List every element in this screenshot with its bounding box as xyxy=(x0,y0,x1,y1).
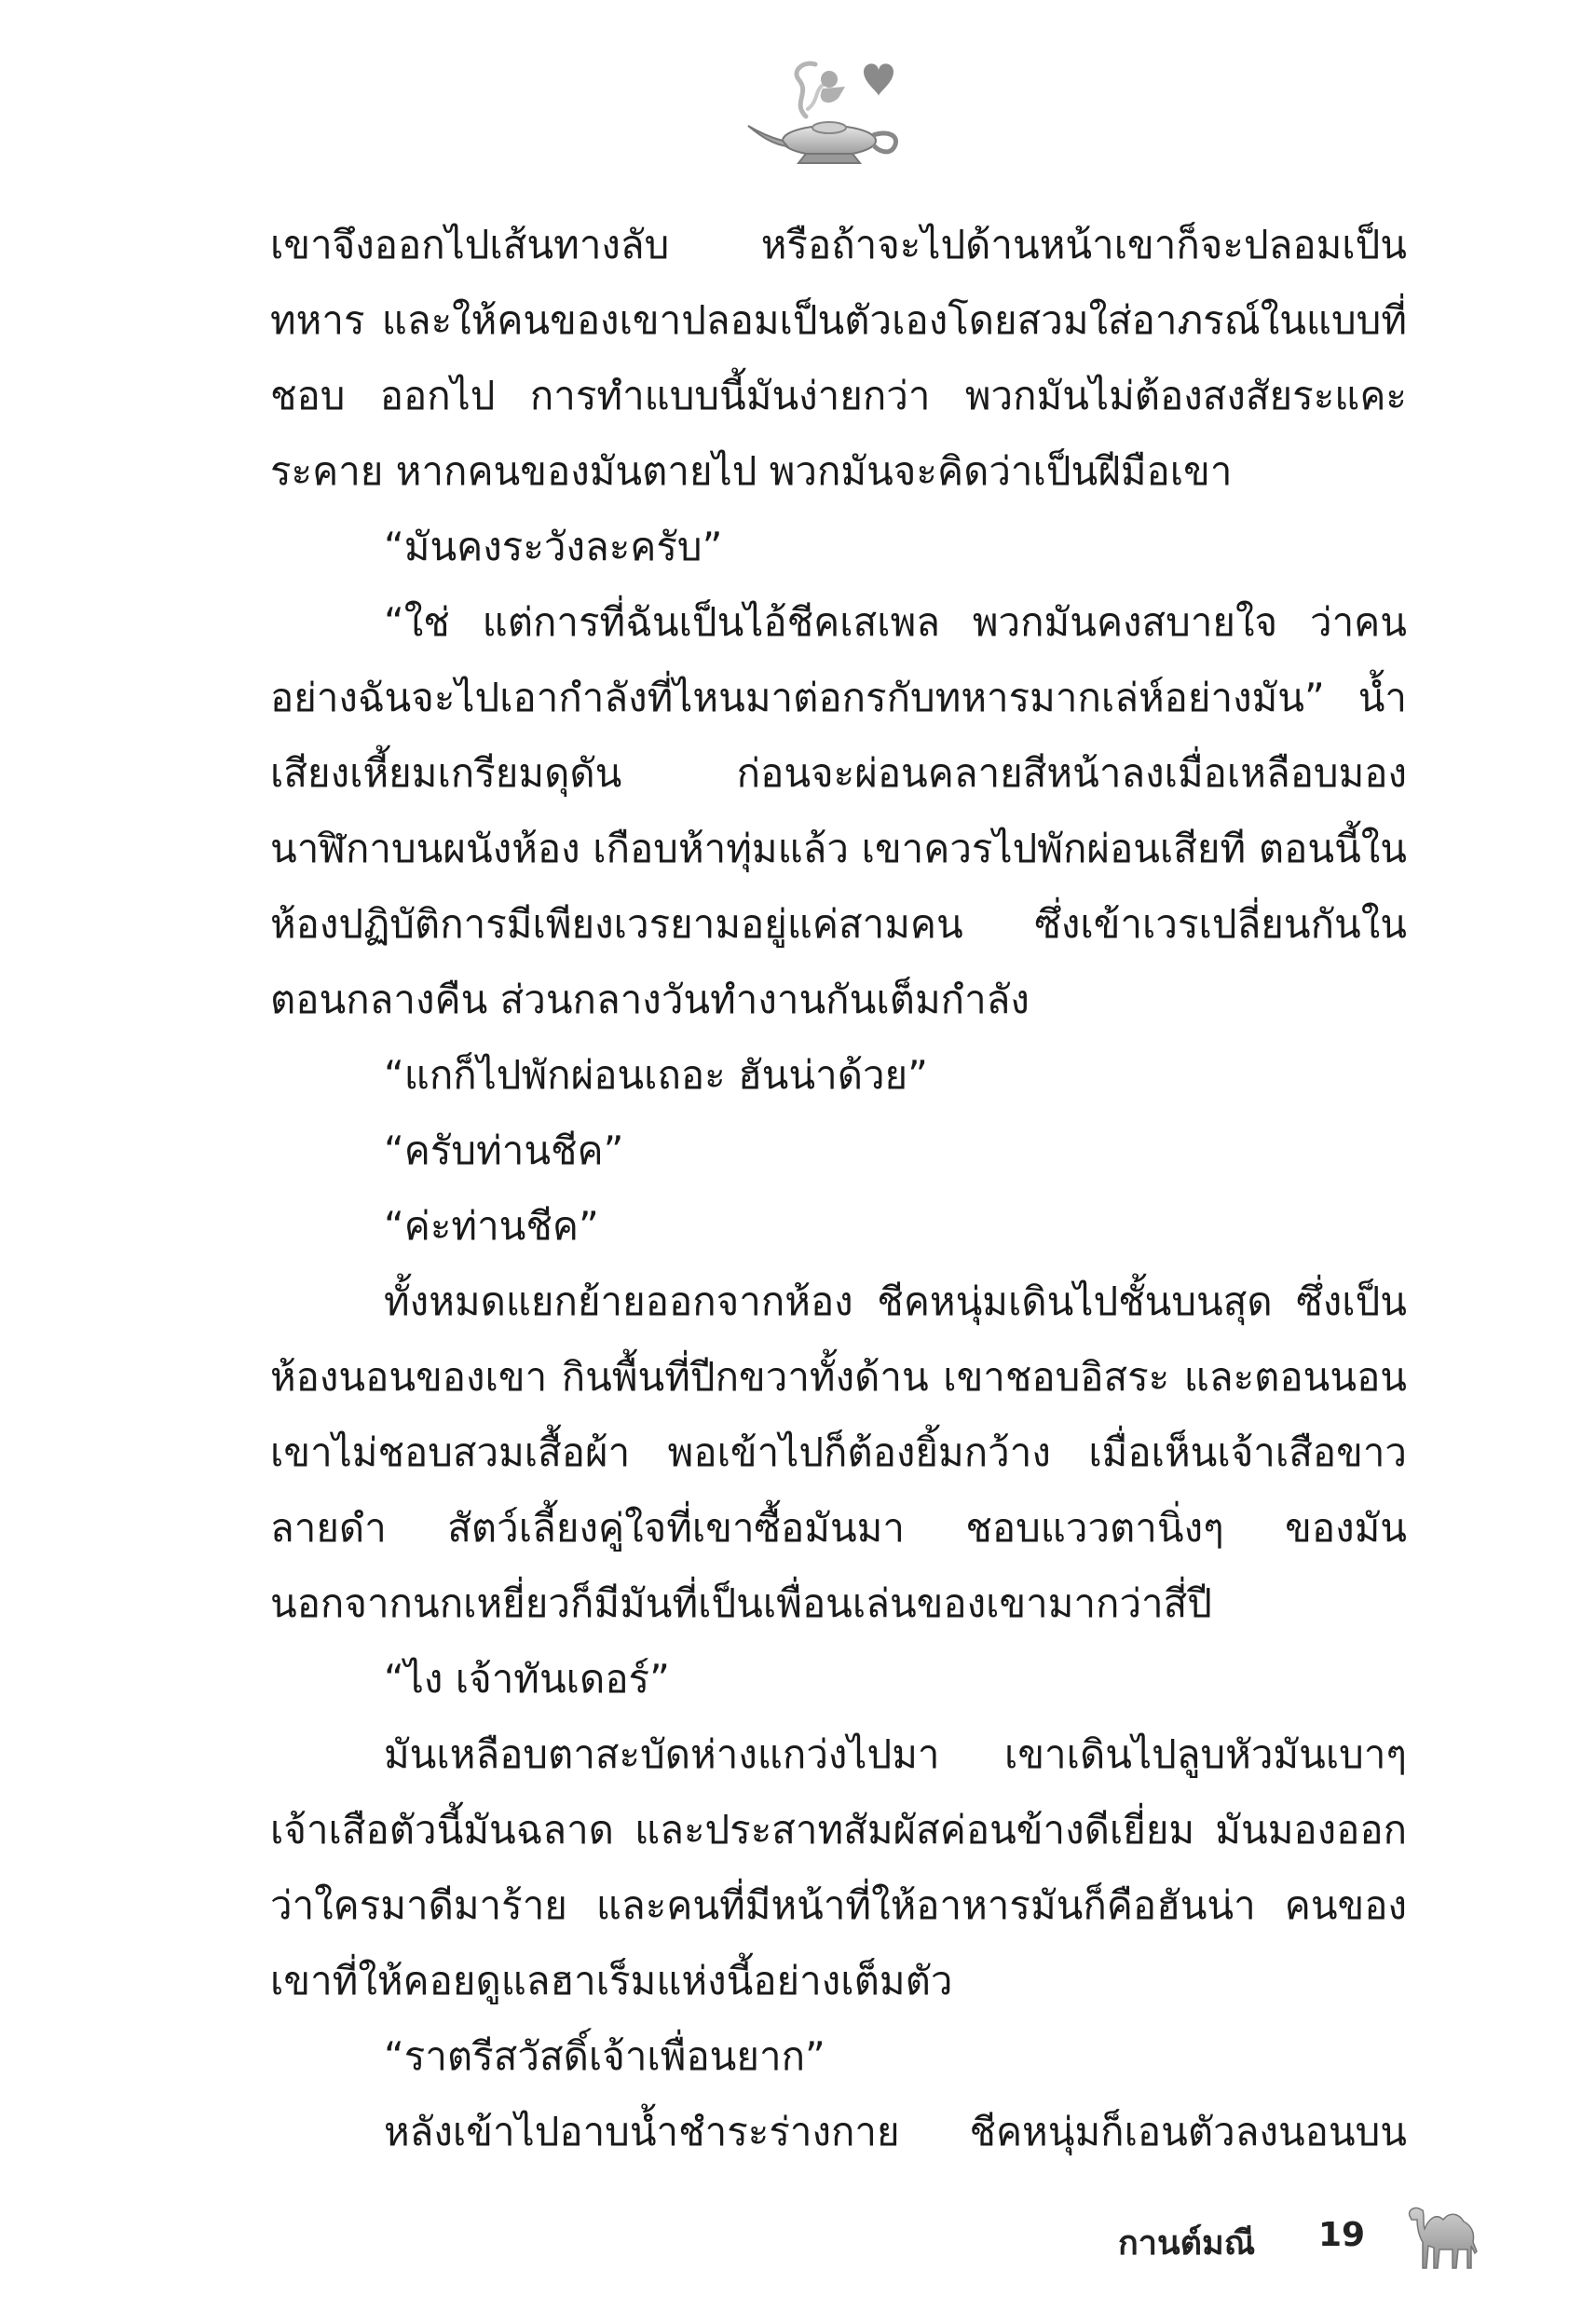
dialogue-line: “ครับท่านชีค” xyxy=(384,1128,624,1173)
genie-lamp-ornament-icon xyxy=(741,51,908,168)
paragraph: เขาจึงออกไปเส้นทางลับ หรือถ้าจะไปด้านหน้าเขาก็จะปลอมเป็นทหาร และให้คนของเขาปลอมเป็นตัวเองโดยสวมใส่อาภรณ์ในแบบที่ชอบ ออกไป การทำแบบนี้มันง่ายกว่า พวกมันไม่ต้องสงสัยระแคะระคาย หากคนของมันตายไป พวกมันจะคิดว่าเป็นฝีมือเขา xyxy=(270,222,1407,494)
dialogue-line: “มันคงระวังละครับ” xyxy=(384,524,723,569)
page-number: 19 xyxy=(1318,2216,1366,2254)
camel-icon xyxy=(1402,2199,1491,2274)
dialogue-line: “ราตรีสวัสดิ์เจ้าเพื่อนยาก” xyxy=(384,2033,825,2079)
main-text xyxy=(270,207,1407,2169)
paragraph: มันเหลือบตาสะบัดห่างแกว่งไปมา เขาเดินไปลูบหัวมันเบาๆ เจ้าเสือตัวนี้มันฉลาด และประสาทสัมผัสค่อนข้างดีเยี่ยม มันมองออกว่าใครมาดีมาร้าย และคนที่มีหน้าที่ให้อาหารมันก็คือฮันน่า คนของเขาที่ให้คอยดูแลฮาเร็มแห่งนี้อย่างเต็มตัว xyxy=(270,1731,1407,2003)
dialogue-line: “แกก็ไปพักผ่อนเถอะ ฮันน่าด้วย” xyxy=(384,1052,928,1098)
dialogue-line: “ค่ะท่านชีค” xyxy=(384,1203,599,1249)
page-footer xyxy=(1118,2199,1491,2274)
dialogue-line: “ไง เจ้าทันเดอร์” xyxy=(384,1656,670,1702)
book-title: กานต์มณี xyxy=(1118,2224,1256,2263)
paragraph: ทั้งหมดแยกย้ายออกจากห้อง ชีคหนุ่มเดินไปชั้นบนสุด ซึ่งเป็นห้องนอนของเขา กินพื้นที่ปีกขวาทั้งด้าน เขาชอบอิสระ และตอนนอนเขาไม่ชอบสวมเสื้อผ้า พอเข้าไปก็ต้องยิ้มกว้าง เมื่อเห็นเจ้าเสือขาวลายดำ สัตว์เลี้ยงคู่ใจที่เขาซื้อมันมา ชอบแววตานิ่งๆ ของมัน นอกจากนกเหยี่ยวก็มีมันที่เป็นเพื่อนเล่นของเขามากว่าสี่ปี xyxy=(270,1279,1407,1626)
paragraph: หลังเข้าไปอาบน้ำชำระร่างกาย ชีคหนุ่มก็เอนตัวลงนอนบน xyxy=(384,2109,1407,2154)
paragraph: “ใช่ แต่การที่ฉันเป็นไอ้ชีคเสเพล พวกมันคงสบายใจ ว่าคนอย่างฉันจะไปเอากำลังที่ไหนมาต่อกรกับทหารมากเล่ห์อย่างมัน” น้ำเสียงเหี้ยมเกรียมดุดัน ก่อนจะผ่อนคลายสีหน้าลงเมื่อเหลือบมองนาฬิกาบนผนังห้อง เกือบห้าทุ่มแล้ว เขาควรไปพักผ่อนเสียที ตอนนี้ในห้องปฏิบัติการมีเพียงเวรยามอยู่แค่สามคน ซึ่งเข้าเวรเปลี่ยนกันในตอนกลางคืน ส่วนกลางวันทำงานกันเต็มกำลัง xyxy=(270,599,1407,1022)
